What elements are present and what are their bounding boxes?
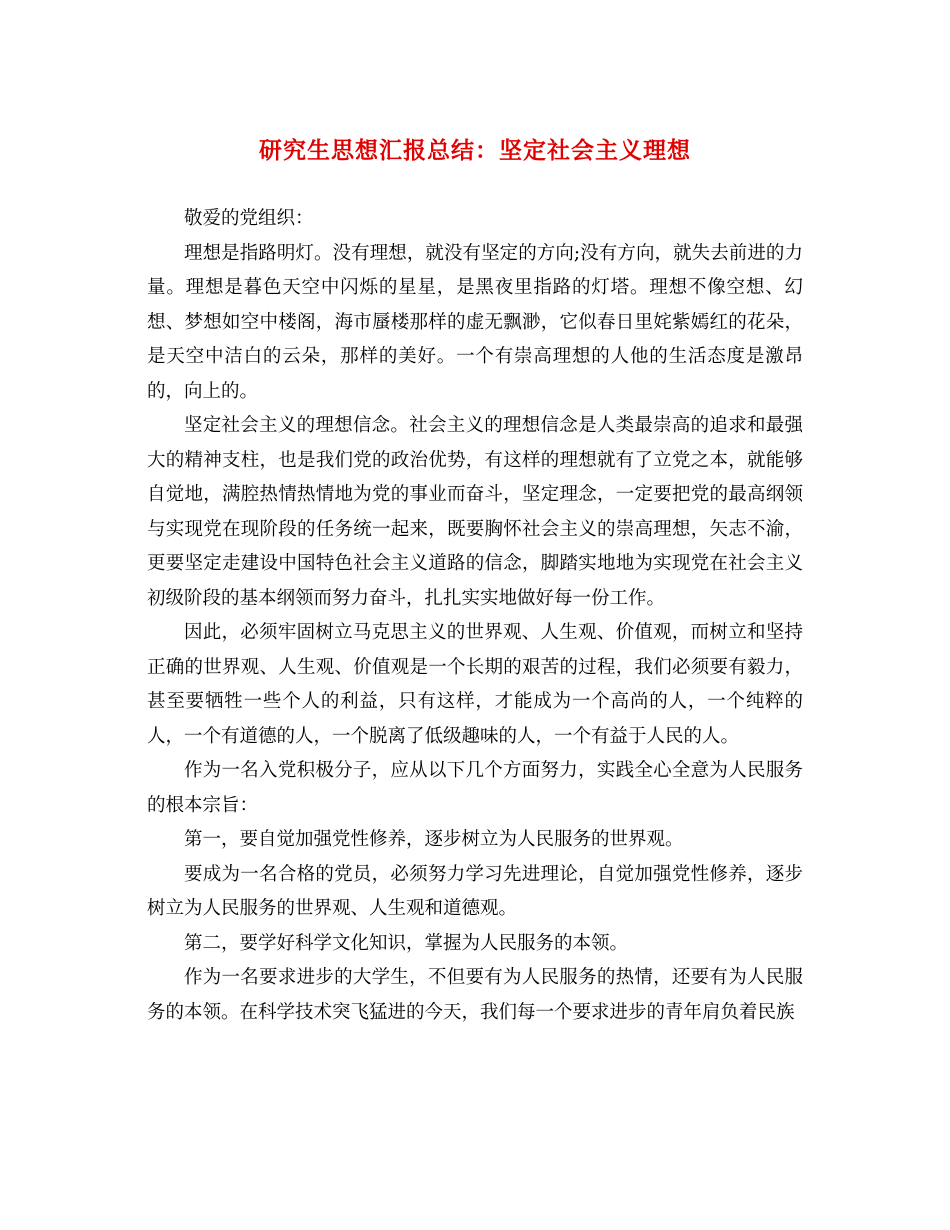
paragraph-point-two: 第二，要学好科学文化知识，掌握为人民服务的本领。 bbox=[184, 932, 629, 954]
document-page bbox=[147, 128, 803, 1030]
paragraph-point-one-detail: 要成为一名合格的党员，必须努力学习先进理论，自觉加强党性修养，逐步树立为人民服务的世界观、人生观和道德观。 bbox=[147, 863, 803, 919]
paragraph-activist-intro: 作为一名入党积极分子，应从以下几个方面努力，实践全心全意为人民服务的根本宗旨： bbox=[147, 760, 803, 816]
paragraph-point-two-detail: 作为一名要求进步的大学生，不但要有为人民服务的热情，还要有为人民服务的本领。在科学技术突飞猛进的今天，我们每一个要求进步的青年肩负着民族 bbox=[147, 967, 803, 1023]
document-title: 研究生思想汇报总结：坚定社会主义理想 bbox=[259, 137, 691, 164]
paragraph-point-one: 第一，要自觉加强党性修养，逐步树立为人民服务的世界观。 bbox=[184, 829, 684, 850]
paragraph-worldview: 因此，必须牢固树立马克思主义的世界观、人生观、价值观，而树立和坚持正确的世界观、人生观、价值观是一个长期的艰苦的过程，我们必须要有毅力，甚至要牺牲一些个人的利益，只有这样，才能成为一个高尚的人，一个纯粹的人，一个有道德的人，一个脱离了低级趣味的人，一个有益于人民的人。 bbox=[147, 622, 803, 747]
paragraph-salutation: 敬爱的党组织： bbox=[184, 208, 314, 229]
paragraph-ideal: 理想是指路明灯。没有理想，就没有坚定的方向;没有方向，就失去前进的力量。理想是暮色天空中闪烁的星星，是黑夜里指路的灯塔。理想不像空想、幻想、梦想如空中楼阁，海市蜃楼那样的虚无飘渺，它似春日里姹紫嫣红的花朵，是天空中洁白的云朵，那样的美好。一个有崇高理想的人他的生活态度是激昂的，向上的。 bbox=[147, 242, 803, 402]
paragraph-socialist-belief: 坚定社会主义的理想信念。社会主义的理想信念是人类最崇高的追求和最强大的精神支柱，也是我们党的政治优势，有这样的理想就有了立党之本，就能够自觉地，满腔热情热情地为党的事业而奋斗，坚定理念，一定要把党的最高纲领与实现党在现阶段的任务统一起来，既要胸怀社会主义的崇高理想，矢志不渝，更要坚定走建设中国特色社会主义道路的信念，脚踏实地地为实现党在社会主义初级阶段的基本纲领而努力奋斗，扎扎实实地做好每一份工作。 bbox=[147, 415, 803, 609]
